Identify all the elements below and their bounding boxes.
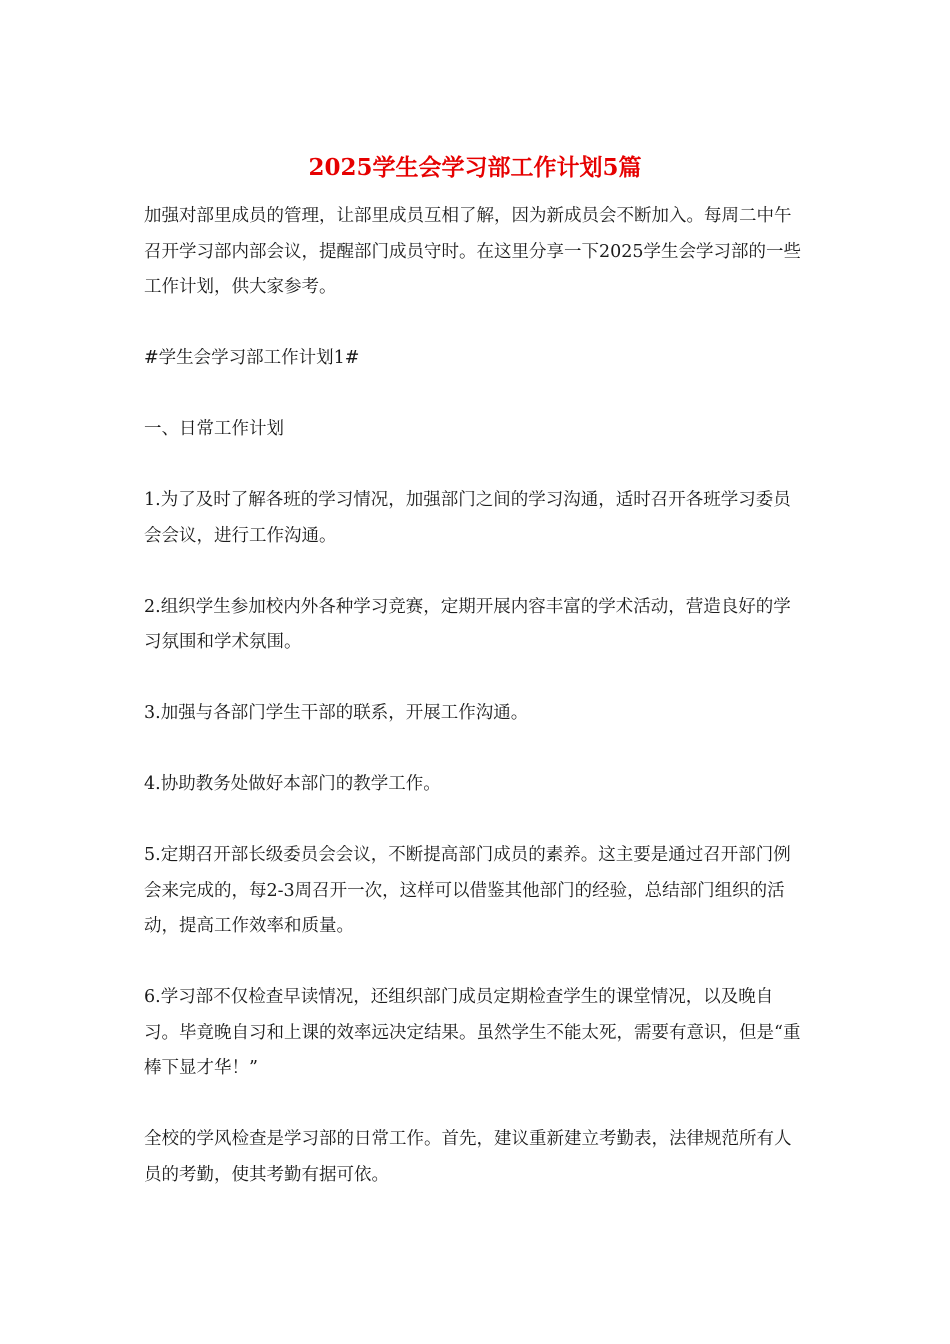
intro-paragraph: 加强对部里成员的管理，让部里成员互相了解，因为新成员会不断加入。每周二中午召开学习部内部会议，提醒部门成员守时。在这里分享一下2025学生会学习部的一些工作计划，供大家参考。	[144, 206, 802, 297]
section-heading-plan-1: #学生会学习部工作计划1#	[144, 348, 360, 368]
subsection-heading-daily-work: 一、日常工作计划	[144, 419, 284, 439]
closing-paragraph: 全校的学风检查是学习部的日常工作。首先，建议重新建立考勤表，法律规范所有人员的考勤，使其考勤有据可依。	[144, 1129, 792, 1185]
list-item-4: 4.协助教务处做好本部门的教学工作。	[144, 774, 441, 794]
list-item-6: 6.学习部不仅检查早读情况，还组织部门成员定期检查学生的课堂情况，以及晚自习。毕竟晚自习和上课的效率远决定结果。虽然学生不能太死，需要有意识，但是“重棒下显才华！”	[144, 987, 801, 1078]
list-item-3: 3.加强与各部门学生干部的联系，开展工作沟通。	[144, 703, 529, 723]
document-body	[144, 199, 806, 1229]
list-item-5: 5.定期召开部长级委员会会议，不断提高部门成员的素养。这主要是通过召开部门例会来完成的，每2-3周召开一次，这样可以借鉴其他部门的经验，总结部门组织的活动，提高工作效率和质量。	[144, 845, 791, 936]
list-item-2: 2.组织学生参加校内外各种学习竞赛，定期开展内容丰富的学术活动，营造良好的学习氛围和学术氛围。	[144, 596, 791, 652]
document-title: 2025学生会学习部工作计划5篇	[308, 154, 642, 181]
list-item-1: 1.为了及时了解各班的学习情况，加强部门之间的学习沟通，适时召开各班学习委员会会议，进行工作沟通。	[144, 490, 791, 546]
